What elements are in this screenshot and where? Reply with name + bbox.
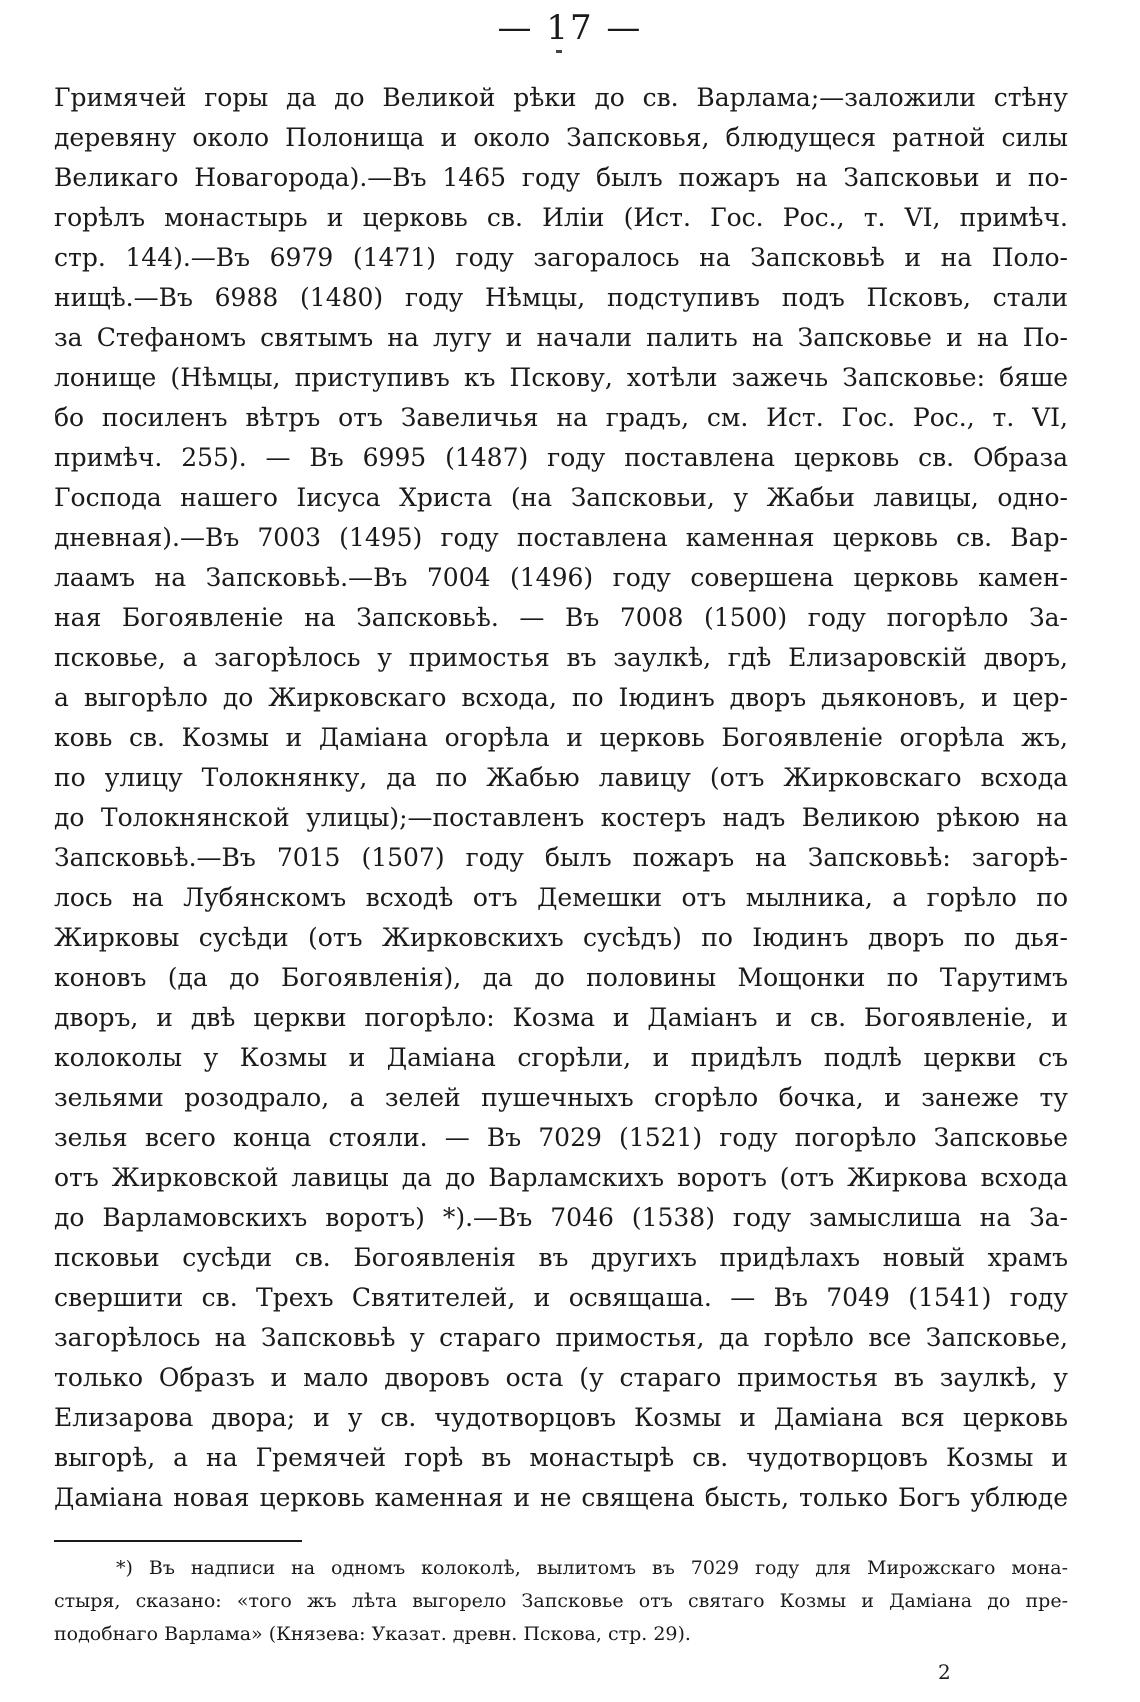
text-line: лось на Лубянскомъ всходѣ отъ Демешки отъ мылника, а горѣло по bbox=[54, 883, 1068, 912]
text-line: примѣч. 255). — Въ 6995 (1487) году поставлена церковь св. Образа bbox=[54, 443, 1068, 472]
text-line: а выгорѣло до Жирковскаго всхода, по Іюдинъ дворъ дьяконовъ, и цер- bbox=[54, 683, 1068, 712]
signature-mark: 2 bbox=[938, 1660, 951, 1684]
text-line: до Толокнянской улицы);—поставленъ костеръ надъ Великою рѣкою на bbox=[54, 803, 1068, 832]
footnote-divider bbox=[54, 1540, 302, 1542]
text-line: лонище (Нѣмцы, приступивъ къ Пскову, хотѣли зажечь Запсковье: бяше bbox=[54, 363, 1068, 392]
text-line: Великаго Новагорода).—Въ 1465 году былъ пожаръ на Запсковьи и по- bbox=[54, 163, 1068, 192]
text-line: псковье, а загорѣлось у примостья въ заулкѣ, гдѣ Елизаровскій дворъ, bbox=[54, 643, 1068, 672]
text-line: отъ Жирковской лавицы да до Варламскихъ воротъ (отъ Жиркова всхода bbox=[54, 1163, 1068, 1192]
text-line: нищѣ.—Въ 6988 (1480) году Нѣмцы, подступивъ подъ Псковъ, стали bbox=[54, 283, 1068, 312]
text-line: зелья всего конца стояли. — Въ 7029 (1521) году погорѣло Запсковье bbox=[54, 1123, 1068, 1152]
text-line: ковь св. Козмы и Даміана огорѣла и церковь Богоявленіе огорѣла жъ, bbox=[54, 723, 1068, 752]
text-line: Даміана новая церковь каменная и не священа бысть, только Богъ ублюде bbox=[54, 1483, 1068, 1512]
text-line: по улицу Толокнянку, да по Жабью лавицу (отъ Жирковскаго всхода bbox=[54, 763, 1068, 792]
text-line: деревяну около Полонища и около Запсковья, блюдущеся ратной силы bbox=[54, 123, 1068, 152]
footnote-line: *) Въ надписи на одномъ колоколѣ, вылитомъ въ 7029 году для Мирожскаго мона- bbox=[116, 1557, 1068, 1579]
text-line: лаамъ на Запсковьѣ.—Въ 7004 (1496) году совершена церковь камен- bbox=[54, 563, 1068, 592]
footnote bbox=[54, 1552, 1068, 1651]
text-line: до Варламовскихъ воротъ) *).—Въ 7046 (1538) году замыслиша на За- bbox=[54, 1203, 1068, 1232]
text-line: коновъ (да до Богоявленія), да до половины Мощонки по Тарутимъ bbox=[54, 963, 1068, 992]
text-line: Запсковьѣ.—Въ 7015 (1507) году былъ пожаръ на Запсковьѣ: загорѣ- bbox=[54, 843, 1068, 872]
text-line: только Образъ и мало дворовъ оста (у стараго примостья въ заулкѣ, у bbox=[54, 1363, 1068, 1392]
print-speck bbox=[556, 50, 562, 53]
text-line: дневная).—Въ 7003 (1495) году поставлена каменная церковь св. Вар- bbox=[54, 523, 1068, 552]
text-line: Жирковы сусѣди (отъ Жирковскихъ сусѣдъ) по Іюдинъ дворъ по дья- bbox=[54, 923, 1068, 952]
text-line: дворъ, и двѣ церкви погорѣло: Козма и Даміанъ и св. Богоявленіе, и bbox=[54, 1003, 1068, 1032]
text-line: зельями розодрало, а зелей пушечныхъ сгорѣло бочка, и занеже ту bbox=[54, 1083, 1068, 1112]
body-text bbox=[54, 78, 1068, 1518]
text-line: свершити св. Трехъ Святителей, и освящаша. — Въ 7049 (1541) году bbox=[54, 1283, 1068, 1312]
text-line: колоколы у Козмы и Даміана сгорѣли, и придѣлъ подлѣ церкви съ bbox=[54, 1043, 1068, 1072]
text-line: Господа нашего Іисуса Христа (на Запсковьи, у Жабьи лавицы, одно- bbox=[54, 483, 1068, 512]
text-line: за Стефаномъ святымъ на лугу и начали палить на Запсковье и на По- bbox=[54, 323, 1068, 352]
text-line: псковьи сусѣди св. Богоявленія въ другихъ придѣлахъ новый храмъ bbox=[54, 1243, 1068, 1272]
text-line: Елизарова двора; и у св. чудотворцовъ Козмы и Даміана вся церковь bbox=[54, 1403, 1068, 1432]
footnote-line: стыря, сказано: «того жъ лѣта выгорело Запсковье отъ святаго Козмы и Даміана до пре- bbox=[54, 1590, 1068, 1612]
page-number: — 17 — bbox=[497, 8, 643, 48]
text-line: горѣлъ монастырь и церковь св. Иліи (Ист. Гос. Рос., т. VI, примѣч. bbox=[54, 203, 1068, 232]
text-line: Гримячей горы да до Великой рѣки до св. Варлама;—заложили стѣну bbox=[54, 83, 1068, 112]
text-line: бо посиленъ вѣтръ отъ Завеличья на градъ, см. Ист. Гос. Рос., т. VI, bbox=[54, 403, 1068, 432]
text-line: стр. 144).—Въ 6979 (1471) году загоралось на Запсковьѣ и на Поло- bbox=[54, 243, 1068, 272]
footnote-line: подобнаго Варлама» (Князева: Указат. древн. Пскова, стр. 29). bbox=[54, 1623, 691, 1645]
text-line: загорѣлось на Запсковьѣ у стараго примостья, да горѣло все Запсковье, bbox=[54, 1323, 1068, 1352]
text-line: выгорѣ, а на Гремячей горѣ въ монастырѣ св. чудотворцовъ Козмы и bbox=[54, 1443, 1068, 1472]
text-line: ная Богоявленіе на Запсковьѣ. — Въ 7008 (1500) году погорѣло За- bbox=[54, 603, 1068, 632]
